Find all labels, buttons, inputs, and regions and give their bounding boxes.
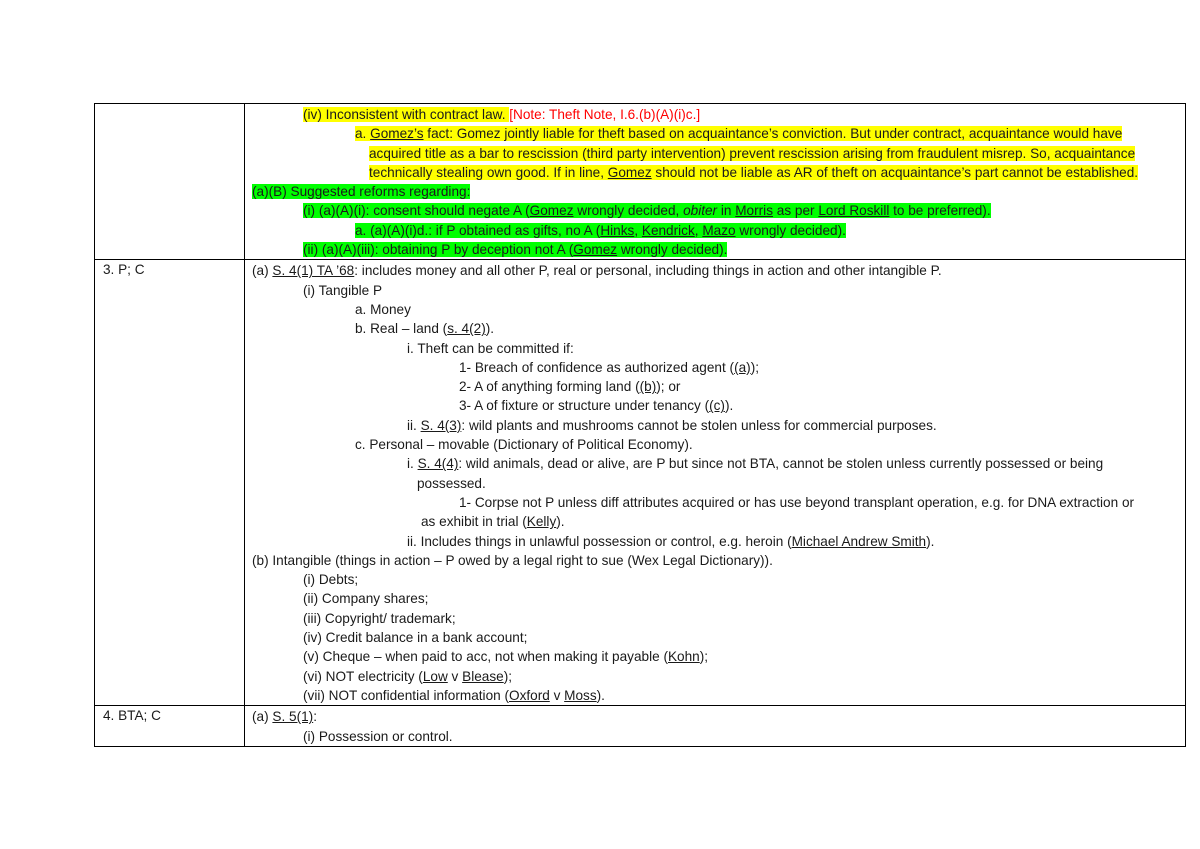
notes-page — [94, 103, 1186, 747]
case-gomez: Gomez’s — [370, 126, 424, 142]
copyright-item: (iii) Copyright/ trademark; — [303, 610, 456, 626]
notes-table — [94, 103, 1186, 747]
real-land-item: b. Real – land (s. 4(2)). — [355, 321, 495, 337]
subsection-ref: (c) — [709, 398, 725, 414]
tangible-heading: (i) Tangible P — [303, 282, 383, 298]
table-row-bta — [95, 706, 1186, 747]
case-hinks: Hinks — [600, 222, 635, 238]
table-row-reforms — [95, 104, 1186, 260]
subsection-ref: (b) — [639, 379, 657, 395]
case-oxford: Oxford — [509, 687, 550, 703]
case-gomez: Gomez — [529, 203, 574, 219]
reform-ii: (ii) (a)(A)(iii): obtaining P by deception not A (Gomez wrongly decided). — [303, 242, 728, 258]
table-row-property — [95, 260, 1186, 706]
case-moss: Moss — [564, 687, 597, 703]
statute-ref: S. 4(1) TA ’68 — [272, 263, 355, 279]
case-kendrick: Kendrick — [641, 222, 695, 238]
intangible-heading: (b) Intangible (things in action – P owed by a legal right to sue (Wex Legal Dictionary)). — [252, 552, 773, 568]
condition-1: 1- Breach of confidence as authorized agent ((a)); — [459, 359, 760, 375]
row-content-cell — [245, 104, 1186, 260]
statute-ref: s. 4(2) — [447, 321, 486, 337]
s44-continuation: possessed. — [417, 475, 486, 491]
shares-item: (ii) Company shares; — [303, 591, 429, 607]
personal-item: c. Personal – movable (Dictionary of Political Economy). — [355, 437, 693, 453]
statute-ref: S. 4(4) — [417, 456, 459, 472]
case-blease: Blease — [462, 668, 504, 684]
reform-i-a: a. (a)(A)(i)d.: if P obtained as gifts, no A (Hinks, Kendrick, Mazo wrongly decided). — [355, 222, 846, 238]
statute-ref: S. 4(3) — [420, 417, 462, 433]
statute-ref: S. 5(1) — [272, 709, 314, 725]
cheque-item: (v) Cheque – when paid to acc, not when making it payable (Kohn); — [303, 649, 709, 665]
corpse-continuation: as exhibit in trial (Kelly). — [421, 514, 565, 530]
s44-wild-animals: i. S. 4(4): wild animals, dead or alive, are P but since not BTA, cannot be stolen unless currently possessed or being — [407, 456, 1104, 472]
judge-lord-roskill: Lord Roskill — [818, 203, 890, 219]
condition-2: 2- A of anything forming land ((b)); or — [459, 379, 681, 395]
row-label-bta: 4. BTA; C — [103, 708, 161, 724]
row-label-property: 3. P; C — [103, 262, 145, 278]
row-content-cell — [245, 260, 1186, 706]
subsection-ref: (a) — [734, 359, 751, 375]
electricity-item: (vi) NOT electricity (Low v Blease); — [303, 668, 513, 684]
s41-definition: (a) S. 4(1) TA ’68: includes money and all other P, real or personal, including things in action and other intangible P. — [252, 263, 942, 279]
condition-3: 3- A of fixture or structure under tenancy ((c)). — [459, 398, 734, 414]
money-item: a. Money — [355, 301, 411, 317]
reform-i: (i) (a)(A)(i): consent should negate A (Gomez wrongly decided, obiter in Morris as per Lord Roskill to be preferred). — [303, 203, 991, 219]
case-gomez: Gomez — [607, 164, 652, 180]
row-label-cell — [95, 260, 245, 706]
debts-item: (i) Debts; — [303, 572, 359, 588]
case-morris: Morris — [735, 203, 773, 219]
theft-conditions-heading: i. Theft can be committed if: — [407, 340, 574, 356]
s51-heading: (a) S. 5(1): — [252, 709, 317, 725]
unlawful-possession-item: ii. Includes things in unlawful possession or control, e.g. heroin (Michael Andrew Smith). — [407, 533, 935, 549]
case-mazo: Mazo — [702, 222, 736, 238]
gomez-facts: a. Gomez’s fact: Gomez jointly liable for theft based on acquaintance’s conviction. But under contract, acquaintance would have acquired title as a bar to rescission (third party intervention) prevent rescission arising from fraudulent misrep. So, acquaintance technically stealing own good. If in line, Gomez should not be liable as AR of theft on acquaintance’s part cannot be established. — [355, 126, 1139, 180]
cross-ref-note: [Note: Theft Note, I.6.(b)(A)(i)c.] — [509, 107, 701, 122]
case-kelly: Kelly — [526, 514, 557, 530]
s43-wild-plants: ii. S. 4(3): wild plants and mushrooms cannot be stolen unless for commercial purposes. — [407, 417, 937, 433]
corpse-item: 1- Corpse not P unless diff attributes acquired or has use beyond transplant operation, e.g. for DNA extraction or — [459, 494, 1135, 510]
confidential-info-item: (vii) NOT confidential information (Oxford v Moss). — [303, 687, 605, 703]
case-kohn: Kohn — [667, 649, 700, 665]
suggested-reforms-heading: (a)(B) Suggested reforms regarding: — [252, 184, 471, 200]
case-gomez: Gomez — [573, 242, 618, 258]
credit-balance-item: (iv) Credit balance in a bank account; — [303, 630, 528, 646]
row-content-cell — [245, 706, 1186, 747]
case-michael-andrew-smith: Michael Andrew Smith — [791, 533, 927, 549]
row-label-cell — [95, 104, 245, 260]
point-iv — [252, 105, 1177, 124]
case-low: Low — [422, 668, 448, 684]
possession-item: (i) Possession or control. — [303, 728, 453, 744]
row-label-cell — [95, 706, 245, 747]
point-iv-text: (iv) Inconsistent with contract law. — [303, 107, 510, 122]
